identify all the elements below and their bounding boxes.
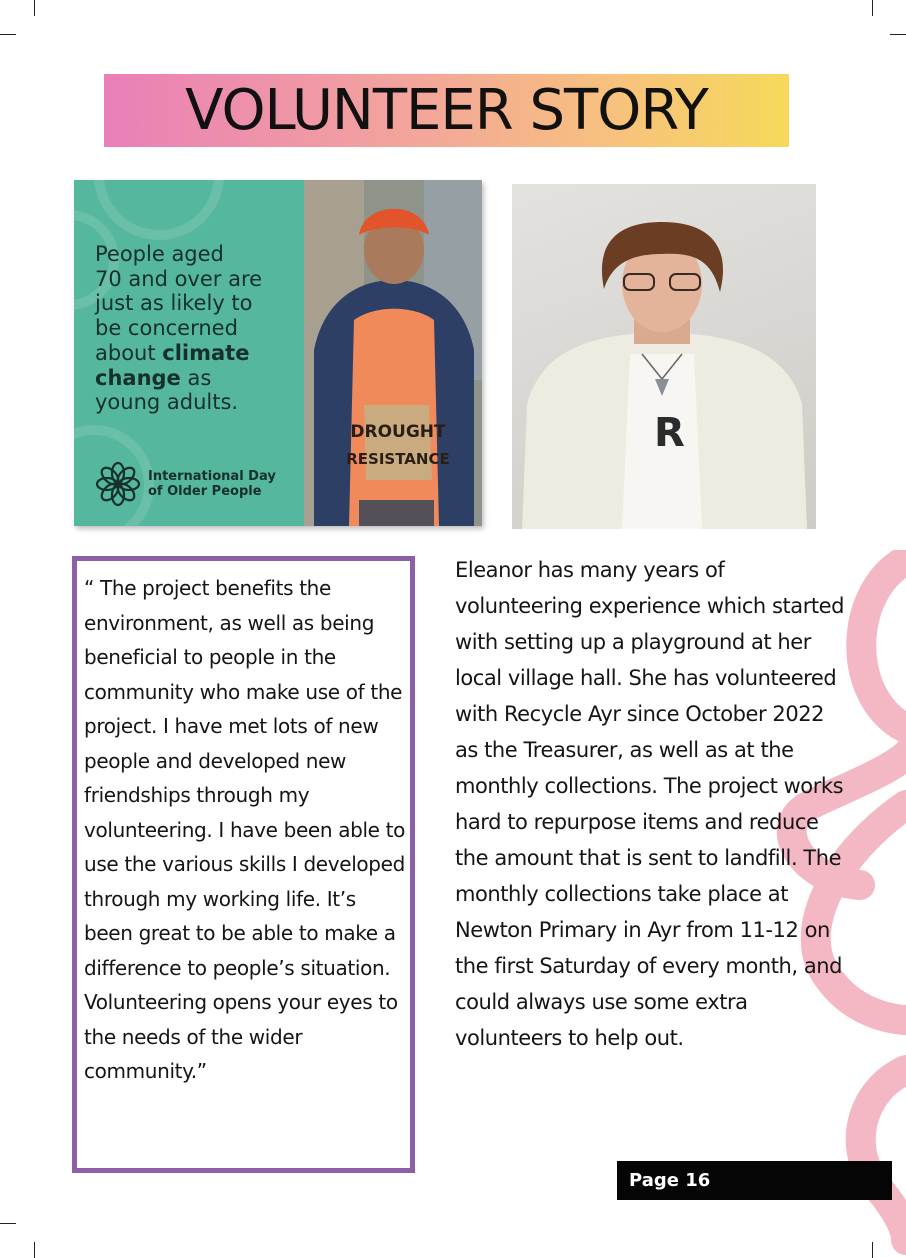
svg-text:R: R bbox=[654, 410, 685, 456]
poster-headline: People aged 70 and over are just as likely to be concerned about climate change as young adults. bbox=[95, 242, 263, 415]
poster-logo bbox=[94, 460, 276, 508]
crop-mark bbox=[0, 1223, 16, 1224]
poster-logo-text: International Day of Older People bbox=[148, 469, 276, 499]
page-title: VOLUNTEER STORY bbox=[185, 78, 708, 143]
flower-logo-icon bbox=[94, 460, 142, 508]
portrait-illustration bbox=[512, 184, 816, 529]
poster-photo-woman-with-sign bbox=[304, 180, 482, 526]
crop-mark bbox=[34, 0, 35, 16]
portrait-photo-eleanor bbox=[512, 184, 816, 529]
page-number-badge: Page 16 bbox=[617, 1161, 892, 1200]
title-banner bbox=[104, 74, 789, 147]
older-people-day-poster bbox=[74, 180, 482, 526]
crop-mark bbox=[872, 0, 873, 16]
decorative-ring-icon bbox=[94, 180, 224, 240]
story-body-text: Eleanor has many years of volunteering experience which started with setting up a playground at her local village hall. She has volunteered with Recycle Ayr since October 2022 as the Treasurer, as well as at the monthly collections. The project works hard to repurpose items and reduce the amount that is sent to landfill. The monthly collections take place at Newton Primary in Ayr from 11-12 on the first Saturday of every month, and could always use some extra volunteers to help out. bbox=[455, 558, 845, 1050]
crop-mark bbox=[890, 34, 906, 35]
poster-text-panel bbox=[74, 180, 304, 526]
volunteer-quote-box bbox=[72, 556, 415, 1173]
crop-mark bbox=[34, 1242, 35, 1258]
volunteer-quote: “ The project benefits the environment, as well as being beneficial to people in the community who make use of the project. I have met lots of new people and developed new friendships through my volunteering. I have been able to use the various skills I developed through my working life. It’s been great to be able to make a difference to people’s situation. Volunteering opens your eyes to the needs of the wider community.” bbox=[84, 576, 406, 1083]
crop-mark bbox=[0, 34, 16, 35]
sign-text-line-1: DROUGHT bbox=[350, 422, 446, 442]
sign-text-line-2: RESISTANCE bbox=[346, 450, 450, 468]
